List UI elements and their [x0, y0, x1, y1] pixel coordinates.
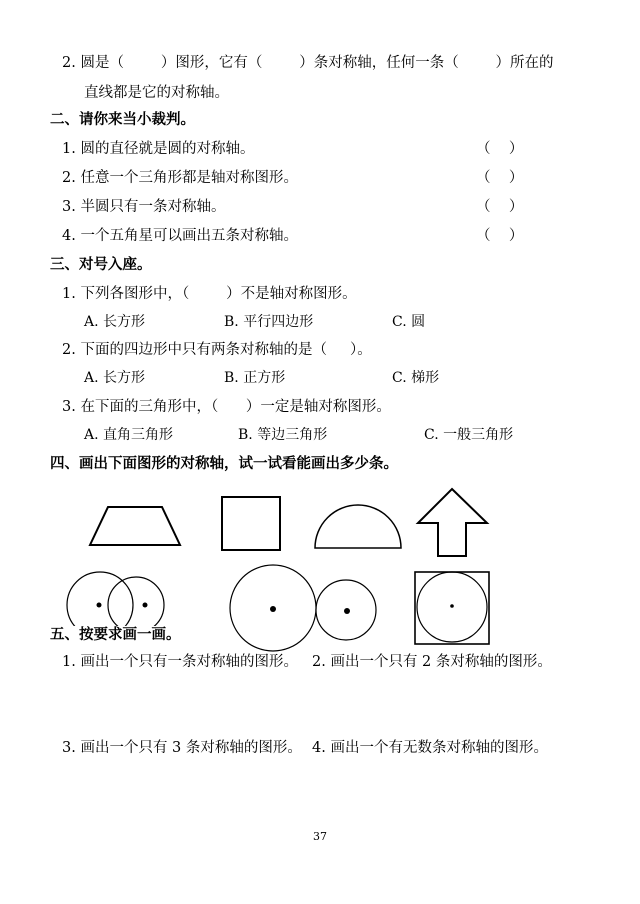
- draw-item-3: 3. 画出一个只有 3 条对称轴的图形。: [62, 740, 302, 756]
- judge-answer-1[interactable]: （ ）: [476, 141, 524, 157]
- choice-3-option-a[interactable]: A. 直角三角形: [84, 427, 174, 443]
- judge-answer-4[interactable]: （ ）: [476, 228, 524, 244]
- question-circle-symmetry-line2: 直线都是它的对称轴。: [84, 85, 229, 101]
- draw-item-4: 4. 画出一个有无数条对称轴的图形。: [312, 740, 548, 756]
- section2-title: 二、请你来当小裁判。: [50, 111, 195, 128]
- judge-item-3: 3. 半圆只有一条对称轴。: [62, 199, 226, 215]
- choice-question-3: 3. 在下面的三角形中，（ ）一定是轴对称图形。: [62, 399, 391, 415]
- arrow-shape: [418, 489, 487, 556]
- judge-answer-3[interactable]: （ ）: [476, 199, 524, 215]
- page-number: 37: [313, 830, 327, 843]
- trapezoid-shape: [90, 507, 180, 545]
- choice-question-2: 2. 下面的四边形中只有两条对称轴的是（ ）。: [62, 342, 372, 358]
- choice-1-option-b[interactable]: B. 平行四边形: [224, 314, 314, 330]
- judge-item-1: 1. 圆的直径就是圆的对称轴。: [62, 141, 255, 157]
- center-dot: [344, 608, 350, 614]
- draw-item-2: 2. 画出一个只有 2 条对称轴的图形。: [312, 654, 552, 670]
- section3-title: 三、对号入座。: [50, 256, 152, 273]
- choice-2-option-a[interactable]: A. 长方形: [84, 370, 146, 386]
- section5-title: 五、按要求画一画。: [50, 626, 181, 643]
- semicircle-shape: [315, 505, 401, 548]
- choice-question-1: 1. 下列各图形中，（ ）不是轴对称图形。: [62, 286, 357, 302]
- choice-3-option-c[interactable]: C. 一般三角形: [424, 427, 514, 443]
- choice-2-option-b[interactable]: B. 正方形: [224, 370, 286, 386]
- center-dot: [97, 603, 102, 608]
- choice-3-option-b[interactable]: B. 等边三角形: [238, 427, 328, 443]
- center-dot: [450, 604, 454, 608]
- center-dot: [143, 603, 148, 608]
- choice-2-option-c[interactable]: C. 梯形: [392, 370, 440, 386]
- judge-answer-2[interactable]: （ ）: [476, 170, 524, 186]
- question-circle-symmetry-line1: 2. 圆是（ ）图形，它有（ ）条对称轴，任何一条（ ）所在的: [62, 55, 554, 71]
- overlap-circle-right: [108, 577, 164, 633]
- judge-item-2: 2. 任意一个三角形都是轴对称图形。: [62, 170, 298, 186]
- choice-1-option-a[interactable]: A. 长方形: [84, 314, 146, 330]
- judge-item-4: 4. 一个五角星可以画出五条对称轴。: [62, 228, 298, 244]
- choice-1-option-c[interactable]: C. 圆: [392, 314, 426, 330]
- draw-item-1: 1. 画出一个只有一条对称轴的图形。: [62, 654, 298, 670]
- section4-title: 四、画出下面图形的对称轴，试一试看能画出多少条。: [50, 455, 398, 472]
- center-dot: [270, 606, 276, 612]
- square-shape: [222, 497, 280, 550]
